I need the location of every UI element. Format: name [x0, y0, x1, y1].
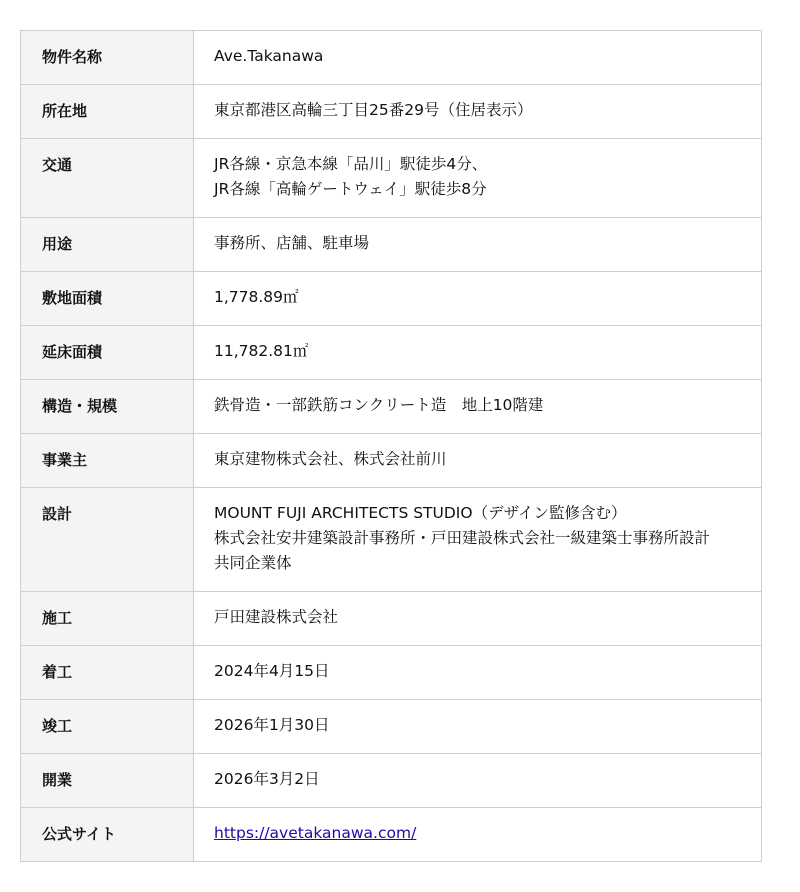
row-label: [21, 139, 194, 218]
official-site-link[interactable]: https://avetakanawa.com/: [214, 824, 417, 842]
row-start: [21, 646, 762, 700]
row-label: [21, 326, 194, 380]
row-value-text: 2026年3月2日: [214, 770, 320, 788]
row-value: [194, 326, 762, 380]
row-label-text: 延床面積: [42, 343, 103, 361]
row-location: [21, 85, 762, 139]
row-label-text: 交通: [42, 156, 73, 174]
row-value: [194, 139, 762, 218]
row-value-text: JR各線「高輪ゲートウェイ」駅徒歩8分: [214, 180, 487, 198]
row-label: [21, 808, 194, 862]
row-site-area: [21, 272, 762, 326]
row-value: [194, 272, 762, 326]
row-value: [194, 218, 762, 272]
row-label-text: 設計: [42, 505, 73, 523]
row-label-text: 竣工: [42, 717, 73, 735]
row-value-text: 鉄骨造・一部鉄筋コンクリート造 地上10階建: [214, 396, 544, 414]
row-label-text: 開業: [42, 771, 73, 789]
row-label: [21, 85, 194, 139]
row-value: [194, 85, 762, 139]
row-value-text: 1,778.89㎡: [214, 288, 299, 306]
row-value-text: 事務所、店舗、駐車場: [214, 234, 370, 252]
row-value-text: 11,782.81㎡: [214, 342, 309, 360]
row-value-text: JR各線・京急本線「品川」駅徒歩4分、: [214, 155, 488, 173]
row-value-text: Ave.Takanawa: [214, 47, 324, 65]
row-label: [21, 31, 194, 85]
row-developer: [21, 434, 762, 488]
row-label: [21, 700, 194, 754]
row-label: [21, 592, 194, 646]
row-label-text: 構造・規模: [42, 397, 118, 415]
row-label: [21, 434, 194, 488]
row-floor-area: [21, 326, 762, 380]
row-value-text: 株式会社安井建築設計事務所・戸田建設株式会社一級建築士事務所設計: [214, 529, 711, 547]
row-official-site: [21, 808, 762, 862]
row-label: [21, 380, 194, 434]
row-label-text: 用途: [42, 235, 73, 253]
row-value-text: 2026年1月30日: [214, 716, 330, 734]
row-value-text: 戸田建設株式会社: [214, 608, 339, 626]
row-construction: [21, 592, 762, 646]
row-value: [194, 754, 762, 808]
row-label: [21, 646, 194, 700]
row-property-name: [21, 31, 762, 85]
row-value: [194, 700, 762, 754]
row-value-text: MOUNT FUJI ARCHITECTS STUDIO（デザイン監修含む）: [214, 504, 627, 522]
row-value-text: 2024年4月15日: [214, 662, 330, 680]
row-label: [21, 218, 194, 272]
row-access: [21, 139, 762, 218]
row-usage: [21, 218, 762, 272]
row-design: [21, 488, 762, 592]
row-value: [194, 646, 762, 700]
row-label-text: 事業主: [42, 451, 88, 469]
row-label-text: 施工: [42, 609, 73, 627]
row-value: [194, 592, 762, 646]
row-opening: [21, 754, 762, 808]
row-label-text: 物件名称: [42, 48, 103, 66]
row-label: [21, 272, 194, 326]
row-structure: [21, 380, 762, 434]
row-label-text: 公式サイト: [42, 825, 116, 843]
row-label-text: 敷地面積: [42, 289, 103, 307]
property-spec-table: [20, 30, 762, 862]
row-label-text: 着工: [42, 663, 73, 681]
row-value-text: 東京建物株式会社、株式会社前川: [214, 450, 447, 468]
row-label-text: 所在地: [42, 102, 88, 120]
row-value: [194, 488, 762, 592]
row-value: [194, 31, 762, 85]
row-value: [194, 434, 762, 488]
row-value: [194, 808, 762, 862]
row-completion: [21, 700, 762, 754]
row-label: [21, 754, 194, 808]
row-label: [21, 488, 194, 592]
row-value: [194, 380, 762, 434]
row-value-text: 東京都港区高輪三丁目25番29号（住居表示）: [214, 101, 533, 119]
row-value-text: 共同企業体: [214, 554, 292, 572]
